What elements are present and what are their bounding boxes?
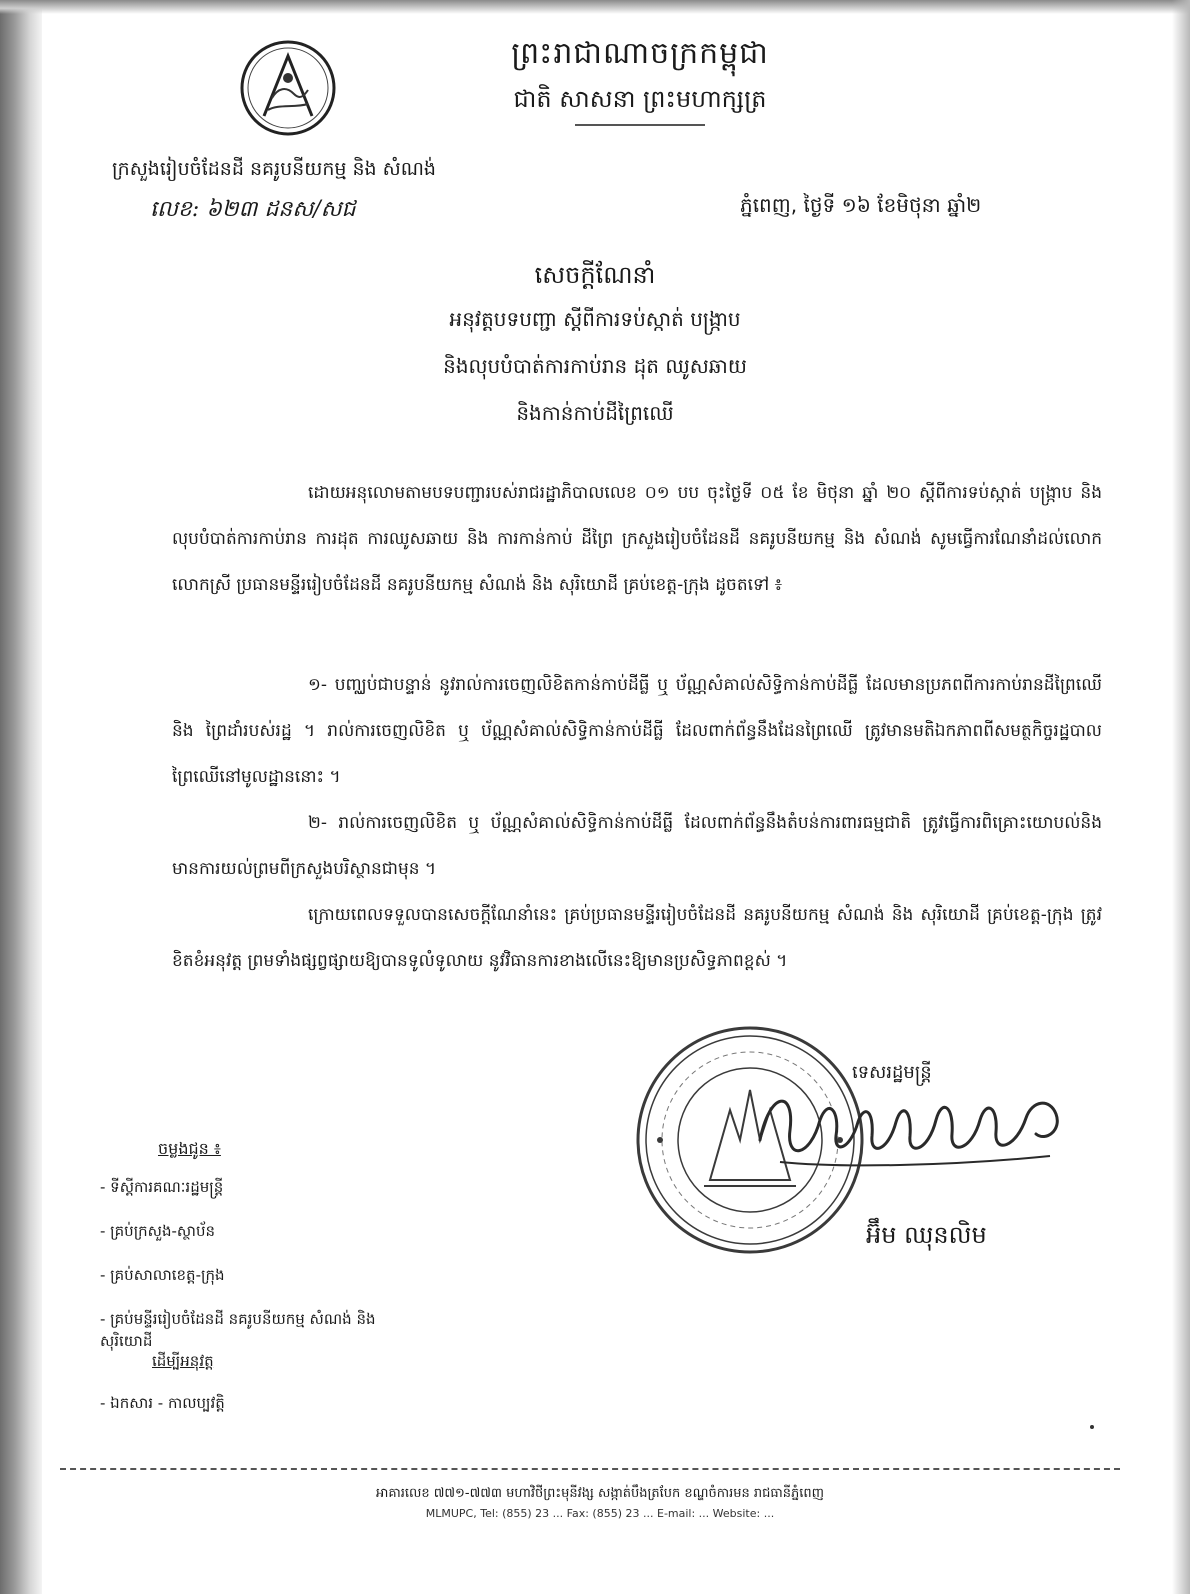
scan-shadow-right [1172,0,1190,1594]
recipient-item: - ទីស្តីការគណៈរដ្ឋមន្ត្រី [100,1178,224,1196]
scan-shadow-top [0,0,1190,14]
recipient-item: - គ្រប់មន្ទីររៀបចំដែនដី នគរូបនីយកម្ម សំណង់ និង សុរិយោដី [100,1310,376,1350]
signer-name: អ៊ឹម ឈុនលិម [866,1221,987,1249]
intro-paragraph: ដោយអនុលោមតាមបទបញ្ជារបស់រាជរដ្ឋាភិបាលលេខ ០១ បប ចុះថ្ងៃទី ០៥ ខែ មិថុនា ឆ្នាំ ២០ ស្តីពីការទប់ស្កាត់ បង្ក្រាប និង លុបបំបាត់ការកាប់រាន ការដុត ការឈូសឆាយ និង ការកាន់កាប់ ដីព្រៃ ក្រសួងរៀបចំដែនដី នគរូបនីយកម្ម និង សំណង់ សូមធ្វើការណែនាំដល់លោក លោកស្រី ប្រធានមន្ទីររៀបចំដែនដី នគរូបនីយកម្ម សំណង់ និង សុរិយោដី គ្រប់ខេត្ត-ក្រុង ដូចតទៅ ៖ [172,483,1102,595]
subject-line-2: និងលុបបំបាត់ការកាប់រាន ដុត ឈូសឆាយ [443,354,747,378]
document-type-title: សេចក្តីណែនាំ [534,261,656,289]
national-motto: ជាតិ សាសនា ព្រះមហាក្សត្រ [513,85,767,113]
kingdom-title: ព្រះរាជាណាចក្រកម្ពុជា [511,36,769,71]
ministry-emblem-icon [238,38,338,138]
closing-paragraph: ក្រោយពេលទទួលបានសេចក្តីណែនាំនេះ គ្រប់ប្រធានមន្ទីររៀបចំដែនដី នគរូបនីយកម្ម សំណង់ និង សុរិយោដី គ្រប់ខេត្ត-ក្រុង ត្រូវខិតខំអនុវត្ត ព្រមទាំងផ្សព្វផ្សាយឱ្យបានទូលំទូលាយ នូវវិធានការខាងលើនេះឱ្យមានប្រសិទ្ធភាពខ្ពស់ ។ [172,905,1102,971]
footer-address: អាគារលេខ ៧៧១-៧៧៣ មហាវិថីព្រះមុនីវង្ស សង្កាត់បឹងត្របែក ខណ្ឌចំការមន រាជធានីភ្នំពេញ [375,1486,825,1501]
motto-ornament [575,124,705,126]
handwritten-signature [750,1070,1080,1180]
ministry-name: ក្រសួងរៀបចំដែនដី នគរូបនីយកម្ម និង សំណង់ [112,158,436,180]
recipient-item: - ឯកសារ - កាលប្បវត្តិ [100,1394,225,1412]
footer-contact: MLMUPC, Tel: (855) 23 ... Fax: (855) 23 ... E-mail: ... Website: ... [425,1507,775,1520]
recipient-item: ដើម្បីអនុវត្ត [152,1352,214,1370]
recipient-item: - គ្រប់សាលាខេត្ត-ក្រុង [100,1266,225,1284]
document-date: ភ្នំពេញ, ថ្ងៃទី ១៦ ខែមិថុនា ឆ្នាំ២ [740,193,982,217]
subject-line-3: និងកាន់កាប់ដីព្រៃឈើ [516,401,674,425]
footer-divider [60,1468,1120,1470]
scan-speck [1090,1425,1094,1429]
reference-number: លេខ: ៦២៣ ដនស/សជ [150,197,356,222]
scan-shadow-left [0,0,42,1594]
subject-line-1: អនុវត្តបទបញ្ជា ស្តីពីការទប់ស្កាត់ បង្ក្រាប [449,307,741,331]
recipients-heading: ចម្លងជូន ៖ [158,1139,221,1158]
signer-title: ទេសរដ្ឋមន្ត្រី [852,1062,932,1083]
recipient-item: - គ្រប់ក្រសួង-ស្ថាប័ន [100,1222,215,1240]
instruction-item-2: ២- រាល់ការចេញលិខិត ឬ ប័ណ្ណសំគាល់សិទ្ធិកាន់កាប់ដីធ្លី ដែលពាក់ព័ន្ធនឹងតំបន់ការពារធម្មជាតិ ត្រូវធ្វើការពិគ្រោះយោបល់និង មានការយល់ព្រមពីក្រសួងបរិស្ថានជាមុន ។ [172,813,1102,879]
instruction-item-1: ១- បញ្ឈប់ជាបន្ទាន់ នូវរាល់ការចេញលិខិតកាន់កាប់ដីធ្លី ឬ ប័ណ្ណសំគាល់សិទ្ធិកាន់កាប់ដីធ្លី ដែលមានប្រភពពីការកាប់រានដីព្រៃឈើ និង ព្រៃដាំរបស់រដ្ឋ ។ រាល់ការចេញលិខិត ឬ ប័ណ្ណសំគាល់សិទ្ធិកាន់កាប់ដីធ្លី ដែលពាក់ព័ន្ធនឹងដែនព្រៃឈើ ត្រូវមានមតិឯកភាពពីសមត្ថកិច្ចរដ្ឋបាលព្រៃឈើនៅមូលដ្ឋាននោះ ។ [172,675,1102,787]
